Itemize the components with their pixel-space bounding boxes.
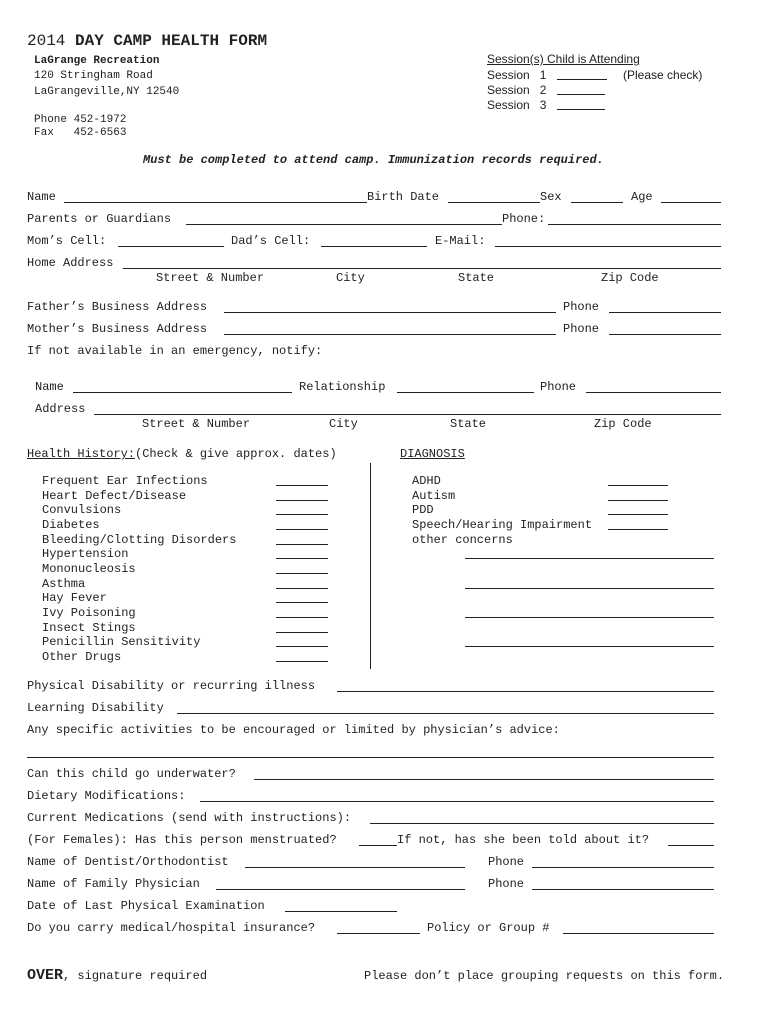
activities-label: Any specific activities to be encouraged or limited by physician’s advice: (27, 723, 560, 737)
other-concerns-label: other concerns (412, 533, 513, 547)
home-zip-caption: Zip Code (601, 271, 659, 285)
health-item-field[interactable] (276, 602, 328, 603)
policy-field[interactable] (563, 933, 714, 934)
health-item-label: Heart Defect/Disease (42, 489, 187, 503)
females-question-a: (For Females): Has this person menstruated? (27, 833, 337, 847)
relationship-field[interactable] (397, 392, 534, 393)
medications-field[interactable] (370, 823, 714, 824)
mother-phone-field[interactable] (609, 334, 721, 335)
father-business-field[interactable] (224, 312, 556, 313)
signature-text: , signature required (63, 969, 208, 983)
home-address-field[interactable] (123, 268, 721, 269)
dentist-field[interactable] (245, 867, 465, 868)
dads-cell-label: Dad’s Cell: (231, 234, 311, 248)
home-state-caption: State (458, 271, 495, 285)
father-phone-label: Phone (563, 300, 600, 314)
health-item-label: Asthma (42, 577, 86, 591)
learning-disability-label: Learning Disability (27, 701, 164, 715)
home-address-label: Home Address (27, 256, 114, 270)
parents-phone-label: Phone: (502, 212, 546, 226)
health-item-field[interactable] (276, 544, 328, 545)
home-city-caption: City (336, 271, 365, 285)
told-field[interactable] (668, 845, 714, 846)
females-question-b: If not, has she been told about it? (397, 833, 650, 847)
emergency-address-field[interactable] (94, 414, 721, 415)
session-3-label: Session 3 (487, 98, 547, 112)
health-item-field[interactable] (276, 573, 328, 574)
home-street-caption: Street & Number (156, 271, 265, 285)
birth-date-label: Birth Date (367, 190, 440, 204)
section-divider (370, 463, 371, 669)
physical-disability-label: Physical Disability or recurring illness (27, 679, 316, 693)
emergency-address-label: Address (35, 402, 86, 416)
menstruated-field[interactable] (359, 845, 397, 846)
diagnosis-item-label: Autism (412, 489, 456, 503)
dads-cell-field[interactable] (321, 246, 427, 247)
health-item-field[interactable] (276, 485, 328, 486)
org-address-2: LaGrangeville,NY 12540 (34, 86, 180, 98)
father-phone-field[interactable] (609, 312, 721, 313)
dentist-phone-field[interactable] (532, 867, 714, 868)
health-item-field[interactable] (276, 514, 328, 515)
sessions-title: Session(s) Child is Attending (487, 52, 640, 66)
health-item-field[interactable] (276, 617, 328, 618)
org-name: LaGrange Recreation (34, 55, 160, 67)
health-item-label: Convulsions (42, 503, 122, 517)
underwater-field[interactable] (254, 779, 714, 780)
health-item-label: Penicillin Sensitivity (42, 635, 201, 649)
session-2-label: Session 2 (487, 83, 547, 97)
dietary-label: Dietary Modifications: (27, 789, 186, 803)
health-item-field[interactable] (276, 529, 328, 530)
emergency-phone-label: Phone (540, 380, 577, 394)
mother-phone-label: Phone (563, 322, 600, 336)
physician-phone-label: Phone (488, 877, 525, 891)
health-item-label: Frequent Ear Infections (42, 474, 208, 488)
other-concerns-line[interactable] (465, 617, 714, 618)
health-history-hint: (Check & give approx. dates) (135, 447, 337, 461)
physician-label: Name of Family Physician (27, 877, 200, 891)
emergency-street-caption: Street & Number (142, 417, 251, 431)
health-item-label: Hypertension (42, 547, 129, 561)
physician-phone-field[interactable] (532, 889, 714, 890)
diagnosis-item-label: PDD (412, 503, 434, 517)
parents-field[interactable] (186, 224, 502, 225)
diagnosis-item-field[interactable] (608, 485, 668, 486)
age-field[interactable] (661, 202, 721, 203)
notice: Must be completed to attend camp. Immunization records required. (143, 153, 604, 167)
diagnosis-heading: DIAGNOSIS (400, 447, 465, 461)
health-item-field[interactable] (276, 588, 328, 589)
mother-business-field[interactable] (224, 334, 556, 335)
emergency-name-field[interactable] (73, 392, 292, 393)
health-item-label: Bleeding/Clotting Disorders (42, 533, 237, 547)
father-business-label: Father’s Business Address (27, 300, 208, 314)
last-physical-field[interactable] (285, 911, 397, 912)
last-physical-label: Date of Last Physical Examination (27, 899, 265, 913)
activities-field[interactable] (27, 757, 714, 758)
birth-date-field[interactable] (448, 202, 540, 203)
other-concerns-line[interactable] (465, 646, 714, 647)
health-item-field[interactable] (276, 646, 328, 647)
health-item-field[interactable] (276, 500, 328, 501)
emergency-state-caption: State (450, 417, 487, 431)
diagnosis-item-label: ADHD (412, 474, 441, 488)
health-item-label: Other Drugs (42, 650, 122, 664)
age-label: Age (631, 190, 653, 204)
name-field[interactable] (64, 202, 367, 203)
session-1-checkbox[interactable] (557, 79, 607, 80)
relationship-label: Relationship (299, 380, 386, 394)
policy-label: Policy or Group # (427, 921, 550, 935)
emergency-name-label: Name (35, 380, 64, 394)
medications-label: Current Medications (send with instructions): (27, 811, 352, 825)
health-item-label: Ivy Poisoning (42, 606, 136, 620)
org-address-1: 120 Stringham Road (34, 70, 153, 82)
health-item-field[interactable] (276, 661, 328, 662)
health-item-label: Hay Fever (42, 591, 107, 605)
parents-label: Parents or Guardians (27, 212, 172, 226)
dentist-label: Name of Dentist/Orthodontist (27, 855, 229, 869)
form-title (27, 32, 267, 50)
name-label: Name (27, 190, 56, 204)
session-3-checkbox[interactable] (557, 109, 605, 110)
parents-phone-field[interactable] (548, 224, 721, 225)
underwater-label: Can this child go underwater? (27, 767, 236, 781)
session-2-checkbox[interactable] (557, 94, 605, 95)
emergency-label: If not available in an emergency, notify: (27, 344, 323, 358)
insurance-label: Do you carry medical/hospital insurance? (27, 921, 316, 935)
diagnosis-item-field[interactable] (608, 500, 668, 501)
title-year: 2014 (27, 32, 66, 50)
email-field[interactable] (495, 246, 721, 247)
footer-over (27, 967, 207, 985)
email-label: E-Mail: (435, 234, 486, 248)
physician-field[interactable] (216, 889, 465, 890)
insurance-field[interactable] (337, 933, 420, 934)
grouping-note: Please don’t place grouping requests on this form. (364, 969, 725, 983)
health-item-field[interactable] (276, 632, 328, 633)
health-history-title: Health History: (27, 447, 136, 461)
other-concerns-line[interactable] (465, 558, 714, 559)
emergency-phone-field[interactable] (586, 392, 721, 393)
title-text: DAY CAMP HEALTH FORM (75, 32, 268, 50)
session-1-label: Session 1 (487, 68, 547, 82)
health-item-label: Insect Stings (42, 621, 136, 635)
mother-business-label: Mother’s Business Address (27, 322, 208, 336)
please-check: (Please check) (623, 68, 703, 82)
moms-cell-field[interactable] (118, 246, 224, 247)
sex-label: Sex (540, 190, 562, 204)
other-concerns-line[interactable] (465, 588, 714, 589)
emergency-zip-caption: Zip Code (594, 417, 652, 431)
learning-disability-field[interactable] (177, 713, 714, 714)
diagnosis-item-label: Speech/Hearing Impairment (412, 518, 593, 532)
org-phone: Phone 452-1972 (34, 114, 127, 126)
dentist-phone-label: Phone (488, 855, 525, 869)
health-history-heading (27, 447, 337, 461)
emergency-city-caption: City (329, 417, 358, 431)
health-item-field[interactable] (276, 558, 328, 559)
dietary-field[interactable] (200, 801, 714, 802)
sex-field[interactable] (571, 202, 623, 203)
org-fax: Fax 452-6563 (34, 127, 127, 139)
physical-disability-field[interactable] (337, 691, 714, 692)
moms-cell-label: Mom’s Cell: (27, 234, 107, 248)
over-text: OVER (27, 967, 64, 984)
diagnosis-item-field[interactable] (608, 514, 668, 515)
health-item-label: Mononucleosis (42, 562, 136, 576)
diagnosis-item-field[interactable] (608, 529, 668, 530)
health-item-label: Diabetes (42, 518, 100, 532)
